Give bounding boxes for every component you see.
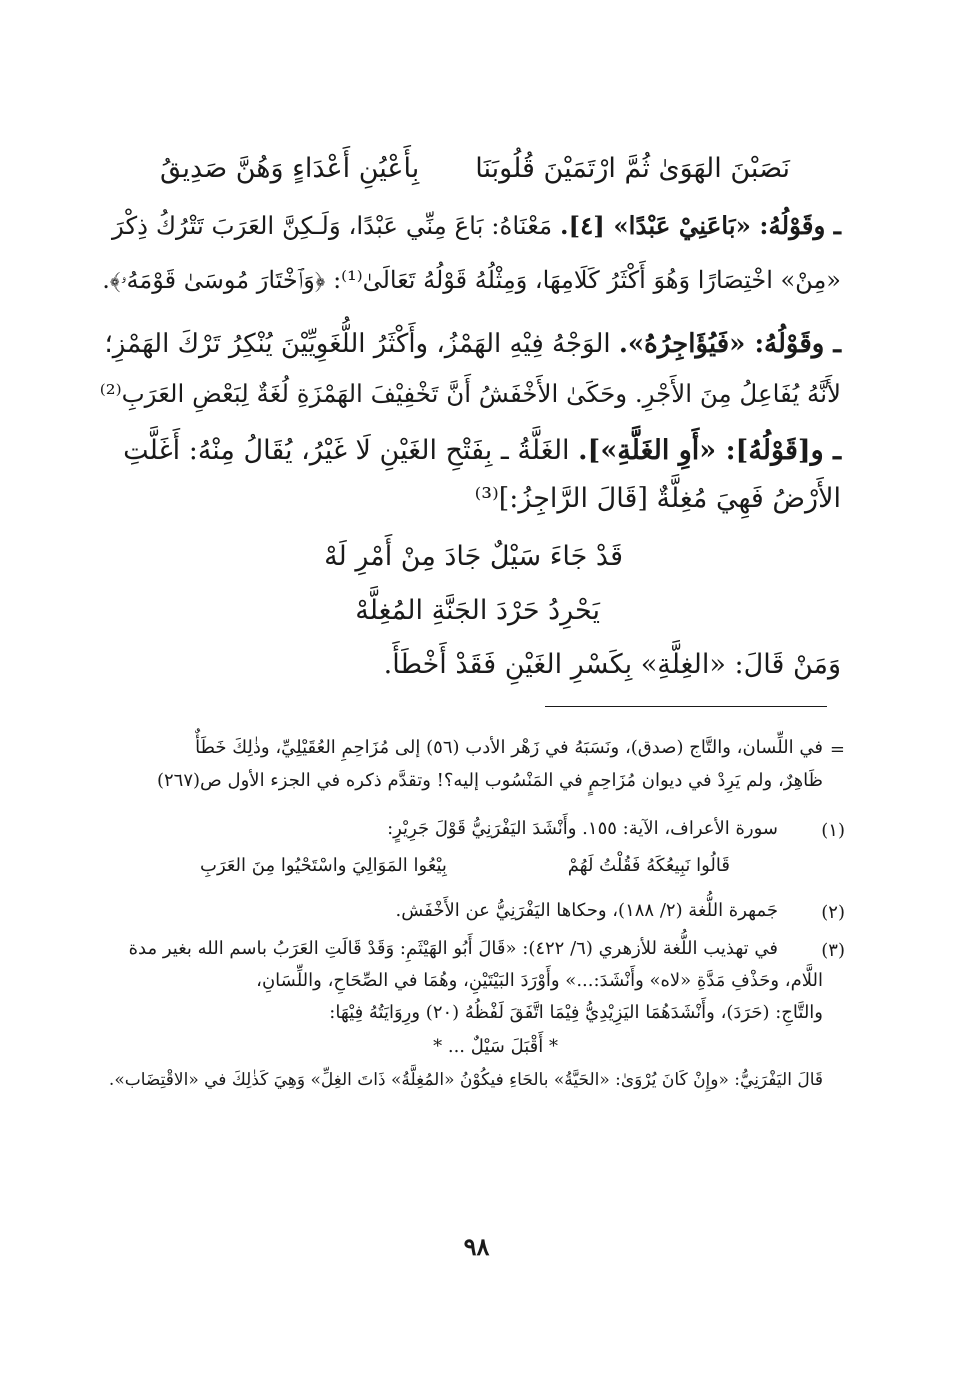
footnote-3-line-5: قَالَ اليَفْرَنِيُّ: «وإِنْ كَانَ يُرْوَىٰ: «الحَيَّةُ» بالحَاءِ فيكُوْنُ «المُغِلَّةُ» ذَاتَ الغِلِّ» وَهِيَ كَذٰلِكَ في «الاقْتِضَاب». — [108, 1070, 823, 1090]
paragraph-3-line-1 — [123, 437, 841, 464]
paragraph-2-line-1 — [105, 331, 841, 357]
footnote-3-line-3: والتَّاجِ: (حَرَدَ)، وأَنْشَدَهُمَا اليَزِيْدِيُّ فِيْمَا اتَّفَقَ لَفْظُهُ (٢٠) ورِوَايَتُهُ فِيْهَا: — [329, 1002, 823, 1023]
footnote-separator — [545, 706, 827, 707]
footnote-3-line-1: في تهذيب اللُّغة للأزهري (٦/ ٤٢٢): «قَالَ أَبُو الهَيْثَمِ: وَقَدْ قَالَتِ العَرَبُ باسم الله بغير مدة — [128, 938, 778, 959]
footnote-3-number: (٣) — [821, 940, 845, 961]
rajaz-line-2: يَحْرِدُ حَرْدَ الجَنَّةِ المُغِلَّهْ — [355, 595, 600, 626]
footnote-verse-left: بِيْعُوا المَوَالِيَ واسْتَحْيُوا مِنَ العَرَبِ — [200, 855, 447, 876]
footnote-1-number: (١) — [821, 820, 845, 841]
footnote-3-verse: * أَقْبَلَ سَيْلٌ ... * — [433, 1036, 558, 1057]
page-number: ٩٨ — [463, 1232, 490, 1261]
headword-baani-abdan: ـ وقَوْلُهُ: «بَاعَنِيْ عَبْدًا» [٤]. — [559, 211, 841, 240]
footnote-continuation-line-2: ظَاهِرٌ، ولم يَرِدْ في ديوان مُزَاحِمٍ في المَنْسُوب إليه؟! وتقدَّم ذكره في الجزء الأول ص(٢٦٧) — [156, 770, 823, 791]
footnote-2-number: (٢) — [821, 902, 845, 923]
footnote-1-verse — [200, 855, 730, 876]
closing-line: وَمَنْ قَالَ: «الغِلَّةِ» بِكَسْرِ الغَيْنِ فَقَدْ أَخْطَأَ. — [383, 649, 841, 680]
paragraph-1-line-2: «مِنْ» اخْتِصَارًا وَهُوَ أَكْثَرُ كَلَامِهَا، وَمِثْلُهُ قَوْلُهُ تَعَالَىٰ⁽¹⁾: ﴿وَٱخْتَارَ مُوسَىٰ قَوْمَهُۥ﴾. — [102, 266, 841, 294]
footnote-1-text: سورة الأعراف، الآية: ١٥٥. وأَنْشَدَ اليَفْرَنِيُّ قَوْلَ جَرِيْرٍ: — [387, 818, 778, 839]
paragraph-1-text: مَعْنَاهُ: بَاعَ مِنِّي عَبْدًا، وَلَـكِنَّ العَرَبَ تَتْرُكُ ذِكْرَ — [111, 211, 560, 240]
footnote-2-text: جَمهرة اللُّغة (٢/ ١٨٨)، وحكاها اليَفْرَنِيُّ عن الأَخْفَش. — [395, 900, 778, 921]
footnote-verse-right: قَالُوا نَبِيعُكَهُ فَقُلْتُ لَهُمْ — [567, 855, 730, 876]
footnote-continuation-mark: = — [829, 739, 845, 760]
paragraph-2-text: الوَجْهُ فِيْهِ الهَمْزُ، وأَكْثَرُ اللُّغَوِيِّيْنَ يُنْكِرُ تَرْكَ الهَمْزِ؛ — [104, 329, 619, 359]
paragraph-2-line-2: لأَنَّهُ يُفَاعِلُ مِنَ الأَجْرِ. وحَكَىٰ الأَخْفَشُ أَنَّ تَخْفِيْفَ الهَمْزَةِ لُغَةٌ لِبَعْضِ العَرَبِ⁽²⁾ — [99, 379, 841, 408]
paragraph-3-line-2: الأَرْضُ فَهِيَ مُغِلَّةٌ [قَالَ الرَّاجِزُ:]⁽³⁾ — [474, 483, 841, 514]
footnote-continuation-line-1: في اللِّسان، والتَّاج (صدق)، ونَسَبَهُ في زَهْر الأدب (٥٦) إلى مُزَاحِمِ العُقَيْلِيِّ، وذٰلِكَ خَطَأٌ — [195, 737, 823, 758]
headword-fayuajiruhu: ـ وقَوْلُهُ: «فَيُؤَاجِرُهُ». — [618, 329, 841, 359]
verse-hemistich-right: نَصَبْنَ الهَوَىٰ ثُمَّ ارْتَمَيْنَ قُلُوبَنَا — [475, 153, 790, 184]
headword-alghalla: ـ و[قَوْلُهُ]: «أَوِ الغَلَّةِ»]. — [578, 435, 841, 466]
paragraph-1-line-1 — [111, 211, 841, 240]
verse-hemistich-left: بِأَعْيُنِ أَعْدَاءٍ وَهُنَّ صَدِيقُ — [160, 153, 420, 184]
opening-verse — [160, 153, 790, 184]
paragraph-3-text: الغَلَّةُ ـ بِفَتْحِ الغَيْنِ لَا غَيْرُ، يُقَالُ مِنْهُ: أَغَلَّتِ — [123, 435, 579, 466]
rajaz-line-1: قَدْ جَاءَ سَيْلٌ جَادَ مِنْ أَمْرِ لَهْ — [324, 541, 623, 572]
footnote-3-line-2: اللَّام، وحَذْفِ مَدَّةِ «لاه» وأَنْشَدَ:...» وأَوْرَدَ البَيْتَيْنِ، وهُمَا في الصِّحَاحِ، واللِّسَانِ، — [256, 970, 823, 991]
